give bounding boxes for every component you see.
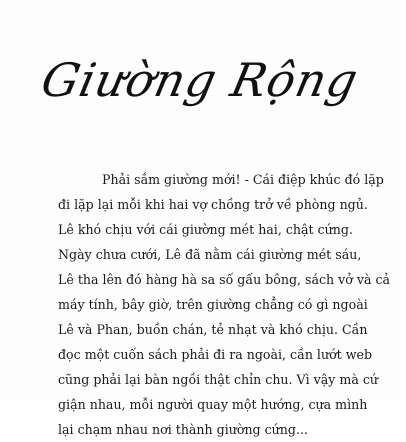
- chapter-title: Giường Rộng: [36, 53, 364, 107]
- paragraph-line: cũng phải lại bàn ngồi thật chỉn chu. Vì vậy mà cứ: [58, 372, 379, 387]
- paragraph-line: lại chạm nhau nơi thành giường cứng...: [58, 422, 308, 437]
- paragraph-line: Lê và Phan, buồn chán, tẻ nhạt và khó chịu. Cần: [58, 322, 368, 337]
- chapter-body: [58, 167, 391, 442]
- paragraph-line: máy tính, bây giờ, trên giường chẳng có gì ngoài: [58, 297, 368, 312]
- paragraph-line: đi lặp lại mỗi khi hai vợ chồng trở về phòng ngủ.: [58, 197, 368, 212]
- paragraph-line: Ngày chưa cưới, Lê đã nằm cái giường mét sáu,: [58, 247, 362, 262]
- paragraph-line: giận nhau, mỗi người quay một hướng, cựa mình: [58, 397, 368, 412]
- paragraph-line: Phải sắm giường mới! - Cái điệp khúc đó lặp: [102, 172, 384, 187]
- paragraph-line: Lê khó chịu với cái giường mét hai, chật cứng.: [58, 222, 353, 237]
- paragraph-line: đọc một cuốn sách phải đi ra ngoài, cần lướt web: [58, 347, 373, 362]
- paragraph-line: Lê tha lên đó hàng hà sa số gấu bông, sách vở và cả: [58, 272, 391, 287]
